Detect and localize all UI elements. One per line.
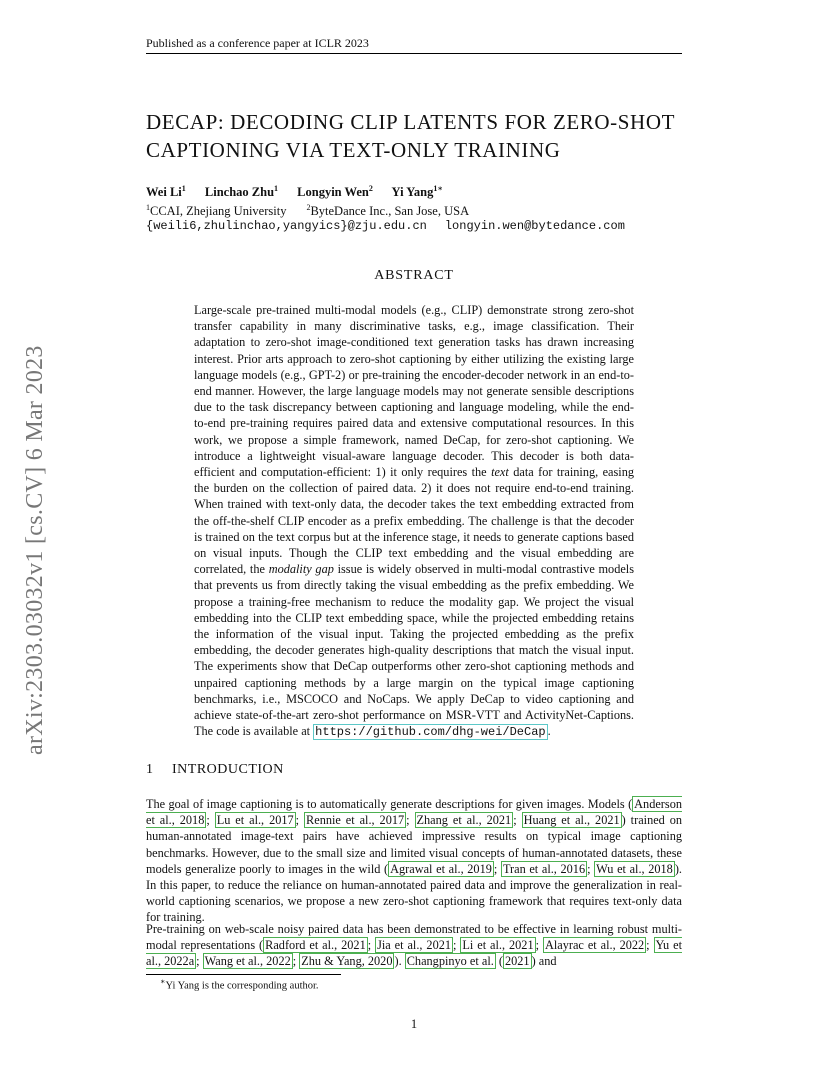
code-link[interactable]: https://github.com/dhg-wei/DeCap bbox=[315, 725, 546, 740]
citation-link[interactable]: Lu et al., 2017 bbox=[216, 813, 294, 828]
citation-link[interactable]: Rennie et al., 2017 bbox=[306, 813, 405, 828]
citation-link[interactable]: Wang et al., 2022 bbox=[204, 954, 291, 969]
header-rule bbox=[146, 53, 682, 54]
author-emails bbox=[146, 219, 706, 234]
citation-link[interactable]: Agrawal et al., 2019 bbox=[390, 861, 492, 876]
citation-link[interactable]: Alayrac et al., 2022 bbox=[544, 938, 645, 953]
author-name: Linchao Zhu bbox=[204, 185, 275, 200]
abstract-heading: ABSTRACT bbox=[374, 268, 454, 283]
citation-link[interactable]: Li et al., 2021 bbox=[462, 938, 534, 953]
author-name: Wei Li bbox=[146, 185, 182, 200]
footnote-rule bbox=[146, 974, 341, 975]
abstract-body: Large-scale pre-trained multi-modal models (e.g., CLIP) demonstrate strong zero-shot transfer capability in many discriminative tasks, e.g., image classification. Their adaptation to zero-shot image-conditioned text generation tasks has drawn increasing interest. Prior arts approach to zero-shot captioning by either utilizing the existing large language models (e.g., GPT-2) or pre-training the encoder-decoder network in an end-to-end manner. However, the large language models may not generate sensible descriptions due to the task discrepancy between captioning and language modeling, while the end-to-end pre-training requires paired data and extensive computational resources. In this work, we propose a simple framework, named DeCap, for zero-shot captioning. We introduce a lightweight visual-aware language decoder. This decoder is both data-efficient and computation-efficient: 1) it only requires the text data for training, easing the burden on the collection of paired data. 2) it does not require end-to-end training. When trained with text-only data, the decoder takes the text embedding extracted from the off-the-shelf CLIP encoder as a prefix embedding. The challenge is that the decoder is trained on the text corpus but at the inference stage, it needs to generate captions based on visual inputs. Though the CLIP text embedding and the visual embedding are correlated, the modality gap issue is widely observed in multi-modal contrastive models that prevents us from directly taking the visual embedding as the prefix embedding. We propose a training-free mechanism to reduce the modality gap. We project the visual embedding into the CLIP text embedding space, while the projected embedding retains the information of the visual input. Taking the projected embedding as the prefix embedding, the decoder generates high-quality descriptions that match the visual input. The experiments show that DeCap outperforms other zero-shot captioning methods and unpaired captioning methods by a large margin on the typical image captioning benchmarks, i.e., MSCOCO and NoCaps. We apply DeCap to video captioning and achieve state-of-the-art zero-shot performance on MSR-VTT and ActivityNet-Captions. The code is available at https://github.com/dhg-wei/DeCap . bbox=[194, 303, 635, 740]
citation-link[interactable]: Changpinyo et al. bbox=[406, 954, 494, 969]
author-name: Yi Yang bbox=[391, 185, 434, 200]
title-line-2: CAPTIONING VIA TEXT-ONLY TRAINING bbox=[146, 138, 561, 162]
arxiv-stamp: arXiv:2303.03032v1 [cs.CV] 6 Mar 2023 bbox=[22, 345, 48, 755]
citation-link[interactable]: Wu et al., 2018 bbox=[596, 861, 673, 876]
citation-link[interactable]: Zhu & Yang, 2020 bbox=[301, 954, 393, 969]
citation-link[interactable]: Tran et al., 2016 bbox=[502, 861, 586, 876]
author-names: Wei Li$^1$ Linchao Zhu$^1$ Longyin Wen$^2$ Yi Yang$^{1∗}$ bbox=[146, 184, 443, 200]
citation-link[interactable]: Yu et al., 2022a bbox=[146, 938, 683, 969]
author-block bbox=[146, 181, 706, 234]
affiliation: CCAI, Zhejiang University bbox=[150, 204, 287, 219]
citation-link[interactable]: Radford et al., 2021 bbox=[265, 938, 366, 953]
intro-paragraph-2: Pre-training on web-scale noisy paired data has been demonstrated to be effective in learning robust multi-modal representations ( Radford et al., 2021 ; Jia et al., 2021 ; Li et al., 2021 ; Alayrac et al., 2022 ; Yu et al., 2022a ; Wang et al., 2022 ; Zhu & Yang, 2020 ). Changpinyo et al. ( 2021 ) and bbox=[146, 922, 683, 969]
citation-link[interactable]: Huang et al., 2021 bbox=[523, 813, 620, 828]
footnote: ∗Yi Yang is the corresponding author. bbox=[160, 977, 319, 992]
email: longyin.wen@bytedance.com bbox=[444, 219, 625, 234]
affiliation: ByteDance Inc., San Jose, USA bbox=[310, 204, 470, 219]
citation-link[interactable]: Jia et al., 2021 bbox=[377, 938, 452, 953]
email: {weili6,zhulinchao,yangyics}@zju.edu.cn bbox=[146, 219, 427, 234]
citation-link[interactable]: 2021 bbox=[504, 954, 530, 969]
page-number: 1 bbox=[410, 1017, 418, 1031]
citation-link[interactable]: Anderson et al., 2018 bbox=[146, 797, 682, 828]
section-heading: 1 INTRODUCTION bbox=[146, 762, 284, 777]
citation-link[interactable]: Zhang et al., 2021 bbox=[416, 813, 512, 828]
title-line-1: DECAP: DECODING CLIP LATENTS FOR ZERO-SHOT bbox=[146, 110, 676, 134]
paper-title bbox=[146, 108, 706, 164]
intro-paragraph-1: The goal of image captioning is to automatically generate descriptions for given images. Models ( Anderson et al., 2018 ; Lu et al., 2017 ; Rennie et al., 2017 ; Zhang et al., 2021 ; Huang et al., 2021 ) trained on human-annotated image-text pairs have achieved impressive results on typical image captioning benchmarks. However, due to the small size and limited visual concepts of human-annotated datasets, these models generalize poorly to images in the wild ( Agrawal et al., 2019 ; Tran et al., 2016 ; Wu et al., 2018 ). In this paper, to reduce the reliance on human-annotated paired data and improve the generalization in real-world captioning scenarios, we propose a new zero-shot captioning framework that requires text-only data for training. bbox=[146, 797, 683, 925]
running-header: Published as a conference paper at ICLR 2023 bbox=[146, 36, 369, 50]
author-name: Longyin Wen bbox=[297, 185, 369, 200]
author-affiliations: $^1$CCAI, Zhejiang University $^2$ByteDance Inc., San Jose, USA bbox=[146, 203, 470, 219]
